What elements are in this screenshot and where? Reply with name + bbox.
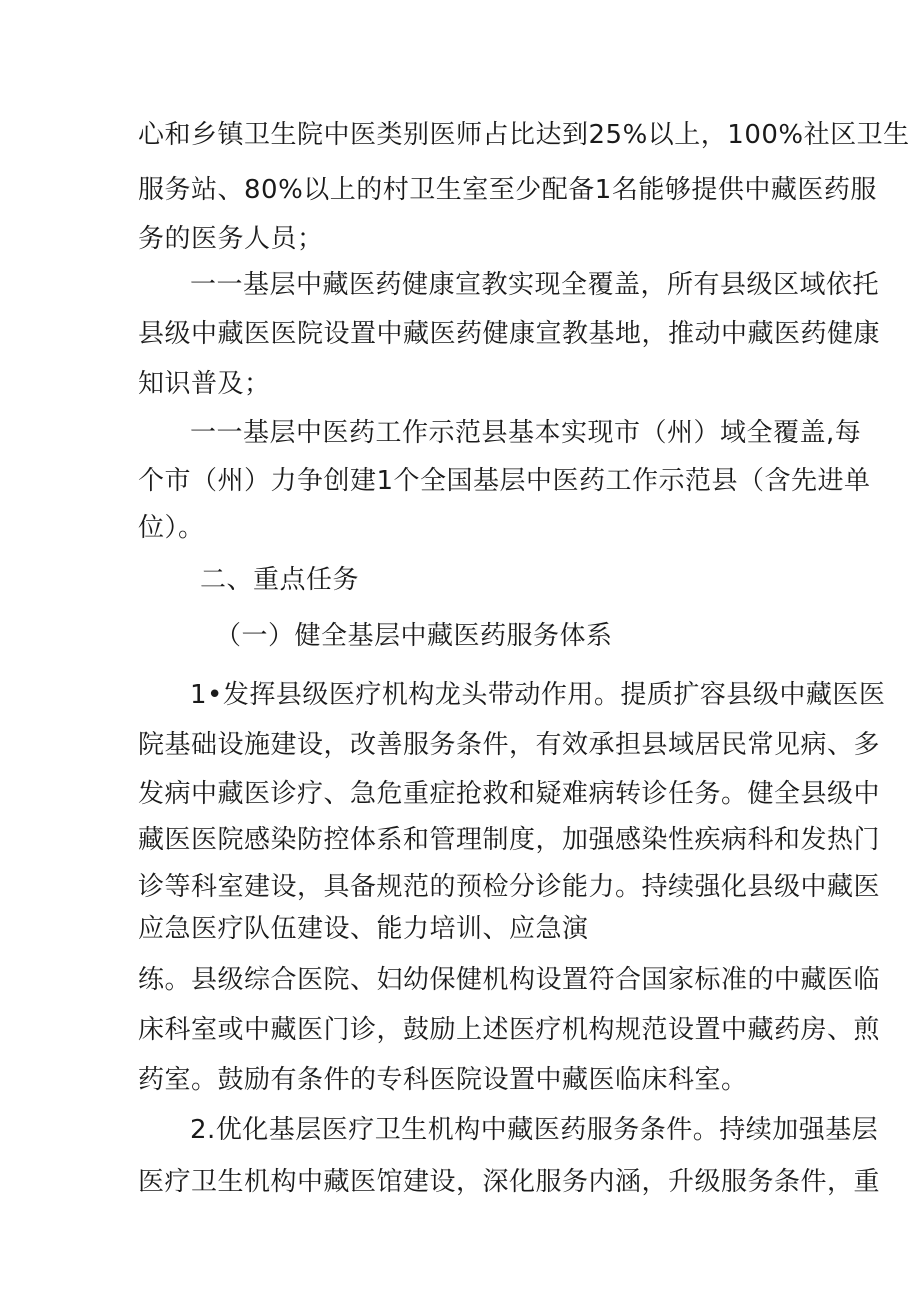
- paragraph-line: 1•发挥县级医疗机构龙头带动作用。提质扩容县级中藏医医: [190, 680, 886, 710]
- paragraph-line: 位）。: [138, 513, 205, 543]
- paragraph-line: 知识普及；: [138, 369, 271, 399]
- paragraph-line: 药室。鼓励有条件的专科医院设置中藏医临床科室。: [138, 1065, 748, 1095]
- paragraph-line: 院基础设施建设，改善服务条件，有效承担县域居民常见病、多: [138, 730, 881, 760]
- subsection-heading: （一）健全基层中藏医药服务体系: [215, 621, 613, 651]
- paragraph-line: 藏医医院感染防控体系和管理制度，加强感染性疾病科和发热门: [138, 825, 881, 855]
- paragraph-line: 一一基层中藏医药健康宣教实现全覆盖，所有县级区域依托: [190, 270, 880, 300]
- paragraph-line: 练。县级综合医院、妇幼保健机构设置符合国家标准的中藏医临: [138, 965, 881, 995]
- paragraph-line: 发病中藏医诊疗、急危重症抢救和疑难病转诊任务。健全县级中: [138, 779, 881, 809]
- paragraph-line: 务的医务人员；: [138, 224, 324, 254]
- paragraph-line: 个市（州）力争创建1个全国基层中医药工作示范县（含先进单: [138, 466, 871, 496]
- paragraph-line: 医疗卫生机构中藏医馆建设，深化服务内涵，升级服务条件，重: [138, 1167, 881, 1197]
- paragraph-line: 床科室或中藏医门诊，鼓励上述医疗机构规范设置中藏药房、煎: [138, 1015, 881, 1045]
- section-heading: 二、重点任务: [200, 565, 360, 595]
- paragraph-line: 应急医疗队伍建设、能力培训、应急演: [138, 914, 589, 944]
- paragraph-line: 诊等科室建设，具备规范的预检分诊能力。持续强化县级中藏医: [138, 872, 881, 902]
- paragraph-line: 服务站、80%以上的村卫生室至少配备1名能够提供中藏医药服: [138, 175, 877, 205]
- paragraph-line: 县级中藏医医院设置中藏医药健康宣教基地，推动中藏医药健康: [138, 319, 881, 349]
- paragraph-line: 2.优化基层医疗卫生机构中藏医药服务条件。持续加强基层: [190, 1115, 879, 1145]
- paragraph-line: 心和乡镇卫生院中医类别医师占比达到25%以上，100%社区卫生: [138, 120, 910, 150]
- paragraph-line: 一一基层中医药工作示范县基本实现市（州）域全覆盖,每: [190, 418, 862, 448]
